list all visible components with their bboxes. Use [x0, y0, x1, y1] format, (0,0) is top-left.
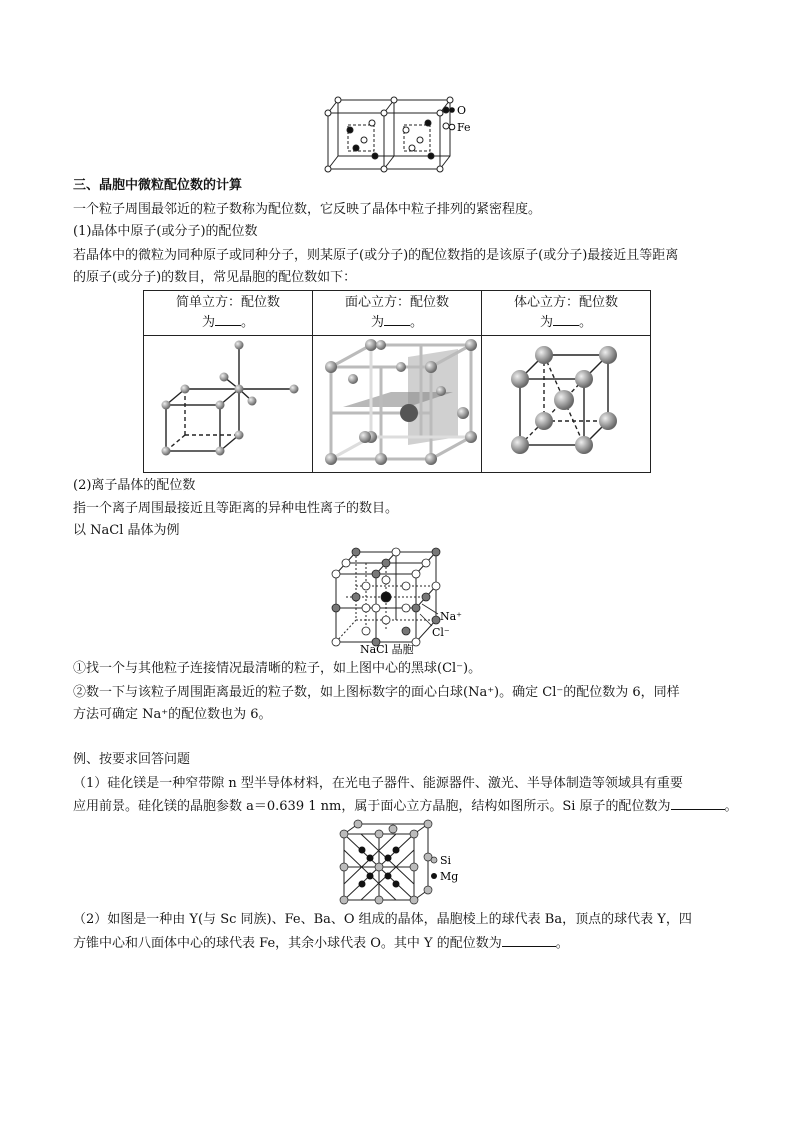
answer-blank[interactable] — [215, 313, 241, 326]
answer-blank[interactable] — [502, 934, 556, 947]
subsection-title-ionic: (2)离子晶体的配位数 — [73, 478, 196, 493]
answer-blank[interactable] — [671, 797, 725, 810]
step-1: ①找一个与其他粒子连接情况最清晰的粒子，如上图中心的黑球(Cl⁻)。 — [73, 661, 482, 676]
paragraph-line: 若晶体中的微粒为同种原子或同种分子，则某原子(或分子)的配位数指的是该原子(或分子)最接近且等距离 — [73, 248, 679, 263]
mg2si-cell-figure — [336, 820, 476, 904]
nacl-label-cl: Cl⁻ — [432, 626, 450, 639]
table-header-cell: 面心立方：配位数 为 。 — [313, 291, 482, 336]
legend-mg: Mg — [440, 870, 459, 883]
bcc-cell — [482, 336, 651, 473]
section-heading: 三、晶胞中微粒配位数的计算 — [73, 178, 243, 193]
step-2-continued: 方法可确定 Na⁺的配位数也为 6。 — [73, 707, 272, 722]
question-2: （2）如图是一种由 Y(与 Sc 同族)、Fe、Ba、O 组成的晶体，晶胞棱上的球代表 Ba，顶点的球代表 Y，四 — [73, 912, 692, 927]
nacl-label-na: Na⁺ — [440, 610, 462, 623]
fcc-cell — [313, 336, 482, 473]
question-1: （1）硅化镁是一种窄带隙 n 型半导体材料，在光电子器件、能源器件、激光、半导体制造等领域具有重要 — [73, 776, 683, 791]
example-intro: 以 NaCl 晶体为例 — [73, 523, 180, 538]
legend-si: Si — [440, 854, 452, 867]
question-1-continued: 应用前景。硅化镁的晶胞参数 a＝0.639 1 nm，属于面心立方晶胞，结构如图所示。Si 原子的配位数为 。 — [73, 799, 738, 814]
nacl-caption: NaCl 晶胞 — [360, 643, 414, 656]
coordination-table — [143, 290, 651, 473]
mg-legend-icon — [431, 873, 437, 879]
answer-blank[interactable] — [553, 313, 579, 326]
feo-cell-figure — [320, 98, 480, 174]
legend-o: O — [457, 104, 467, 117]
definition-text: 指一个离子周围最接近且等距离的异种电性离子的数目。 — [73, 501, 399, 516]
nacl-cell-figure — [330, 544, 470, 656]
simple-cubic-cell — [144, 336, 313, 473]
paragraph-line: 的原子(或分子)的数目，常见晶胞的配位数如下： — [73, 270, 357, 285]
intro-text: 一个粒子周围最邻近的粒子数称为配位数，它反映了晶体中粒子排列的紧密程度。 — [73, 202, 542, 217]
o-legend-icon — [449, 107, 455, 113]
table-header-cell: 体心立方：配位数 为 。 — [482, 291, 651, 336]
question-2-continued: 方锥中心和八面体中心的球代表 Fe，其余小球代表 O。其中 Y 的配位数为 。 — [73, 936, 569, 951]
si-legend-icon — [431, 857, 437, 863]
table-header-cell: 简单立方：配位数 为 。 — [144, 291, 313, 336]
legend-fe: Fe — [457, 121, 471, 134]
subsection-title-atomic: (1)晶体中原子(或分子)的配位数 — [73, 224, 258, 239]
fe-legend-icon — [449, 124, 455, 130]
step-2: ②数一下与该粒子周围距离最近的粒子数，如上图标数字的面心白球(Na⁺)。确定 Cl⁻的配位数为 6，同样 — [73, 685, 680, 700]
answer-blank[interactable] — [384, 313, 410, 326]
example-title: 例、按要求回答问题 — [73, 752, 191, 767]
